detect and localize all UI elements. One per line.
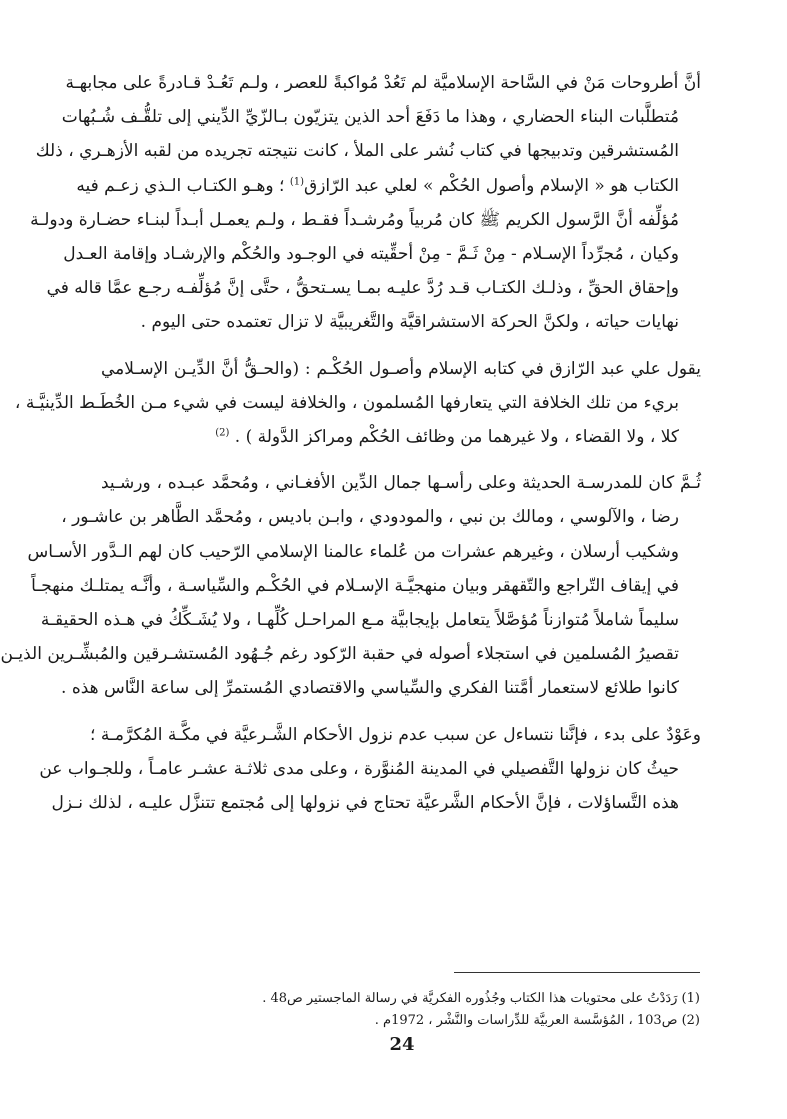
text-line: مُؤلِّفه أنَّ الرَّسول الكريم ﷺ كان مُربياً ومُرشـداً فقـط ، ولـم يعمـل أبـداً لبنـاء حضـارة ودولـة xyxy=(30,209,679,230)
text-line-with-ref xyxy=(101,420,701,454)
text-line: سليماً شاملاً مُتوازناً مُؤصَّلاً يتعامل بإيجابيَّة مـع المراحـل كُلِّهـا ، ولا يُشَـكِّكُ في هـذه الحقيقـة xyxy=(40,610,679,631)
paragraph-3 xyxy=(0,466,701,705)
text-line: أنَّ أطروحات مَنْ في السَّاحة الإسلاميَّة لم تَعُدْ مُواكبةً للعصر ، ولـم تَعُـدْ قـادرةً على مجابهـة xyxy=(65,73,701,93)
text-line: رضا ، والآلوسي ، ومالك بن نبي ، والمودودي ، وابـن باديس ، ومُحمَّد الطَّاهر بن عاشـور ، xyxy=(61,507,679,528)
text-line: وشكيب أرسلان ، وغيرهم عشرات من عُلماء عالمنا الإسلامي الرّحيب كان لهم الـدَّور الأسـاس xyxy=(27,541,679,562)
text-line: كانوا طلائع لاستعمار أمَّتنا الفكري والسِّياسي والاقتصادي المُستمرِّ إلى ساعة النَّاس هذه . xyxy=(61,678,679,699)
text-segment: الكتاب هو « الإسلام وأصول الحُكْم » لعلي عبد الرّازق xyxy=(304,175,679,196)
footnote-divider xyxy=(454,972,700,973)
text-segment: كلا ، ولا القضاء ، ولا غيرهما من وظائف الحُكْم ومراكز الدَّولة ) . xyxy=(234,427,679,448)
text-line: المُستشرقين وتدبيجها في كتاب نُشر على الملأ ، كانت نتيجته تجريده من لقبه الأزهـري ، ذلك xyxy=(35,141,679,162)
footnote-2: (2) ص103 ، المُؤسَّسة العربيَّة للدِّراسات والنَّشْر ، 1972م . xyxy=(374,1013,700,1028)
text-line-with-ref xyxy=(76,169,701,203)
page-body xyxy=(0,66,701,820)
text-line: في إيقاف التّراجع والتّقهقر وبيان منهجيَّـة الإسـلام في الحُكْـم والسِّياسـة ، وأنَّـه يمتلـك منهجـاً xyxy=(31,575,679,596)
footnote-ref-1[interactable]: (1) xyxy=(289,175,305,187)
page-number: 24 xyxy=(389,1034,415,1055)
text-line: وإحقاق الحقِّ ، وذلـك الكتـاب قـد رُدَّ عليـه بمـا يسـتحقُّ ، حتَّى إنَّ مُؤلِّفـه رجـع عمَّا قاله في xyxy=(46,278,679,299)
text-line: وعَوْدٌ على بدء ، فإنَّنا نتساءل عن سبب عدم نزول الأحكام الشَّـرعيَّة في مكَّـة المُكرَّمـة ؛ xyxy=(90,724,701,745)
text-line: حيثُ كان نزولها التَّفصيلي في المدينة المُنوَّرة ، وعلى مدى ثلاثـة عشـر عامـاً ، وللجـواب عن xyxy=(39,758,679,779)
text-line: مُتطلَّبات البناء الحضاري ، وهذا ما دَفَعَ أحد الذين يتزيّون بـالزّيِّ الدِّيني إلى تلقُّـف شُـبُهات xyxy=(61,107,679,128)
text-line: بريء من تلك الخلافة التي يتعارفها المُسلمون ، والخلافة ليست في شيء مـن الخُطَـط الدِّينيَّـة ، xyxy=(14,392,679,413)
text-line: وكيان ، مُجرِّداً الإسـلام - مِنْ ثَـمَّ - مِنْ أحقِّيته في الوجـود والحُكْم والإرشـاد وإقامة العـدل xyxy=(63,244,679,265)
text-line: هذه التَّساؤلات ، فإنَّ الأحكام الشَّرعيَّة تحتاج في نزولها إلى مُجتمع تتنزَّل عليـه ، لذلك نـزل xyxy=(51,793,679,814)
footnote-ref-2[interactable]: (2) xyxy=(215,427,230,439)
paragraph-4 xyxy=(39,718,701,821)
footnote-1: (1) رَدَدْتُ على محتويات هذا الكتاب وجُذُوره الفكريَّة في رسالة الماجستير ص48 . xyxy=(262,991,700,1006)
text-line: تقصيرُ المُسلمين في استجلاء أصوله في حقبة الرّكود رغم جُـهُود المُستشـرقين والمُبشِّـرين الذيـن xyxy=(0,644,679,665)
text-segment: ؛ وهـو الكتـاب الـذي زعـم فيه xyxy=(76,175,285,196)
text-line: يقول علي عبد الرّازق في كتابه الإسلام وأصـول الحُكْـم : (والحـقُّ أنَّ الدِّيـن الإسـلامي xyxy=(101,358,701,379)
footnotes xyxy=(100,988,700,1032)
text-line: ثُـمَّ كان للمدرسـة الحديثة وعلى رأسـها جمال الدِّين الأفغـاني ، ومُحمَّد عبـده ، ورشـيد xyxy=(101,473,701,494)
text-line: نهايات حياته ، ولكنَّ الحركة الاستشراقيَّة والتَّغريبيَّة لا تزال تعتمده حتى اليوم . xyxy=(140,312,679,333)
paragraph-2 xyxy=(14,352,701,455)
paragraph-1 xyxy=(30,66,701,340)
